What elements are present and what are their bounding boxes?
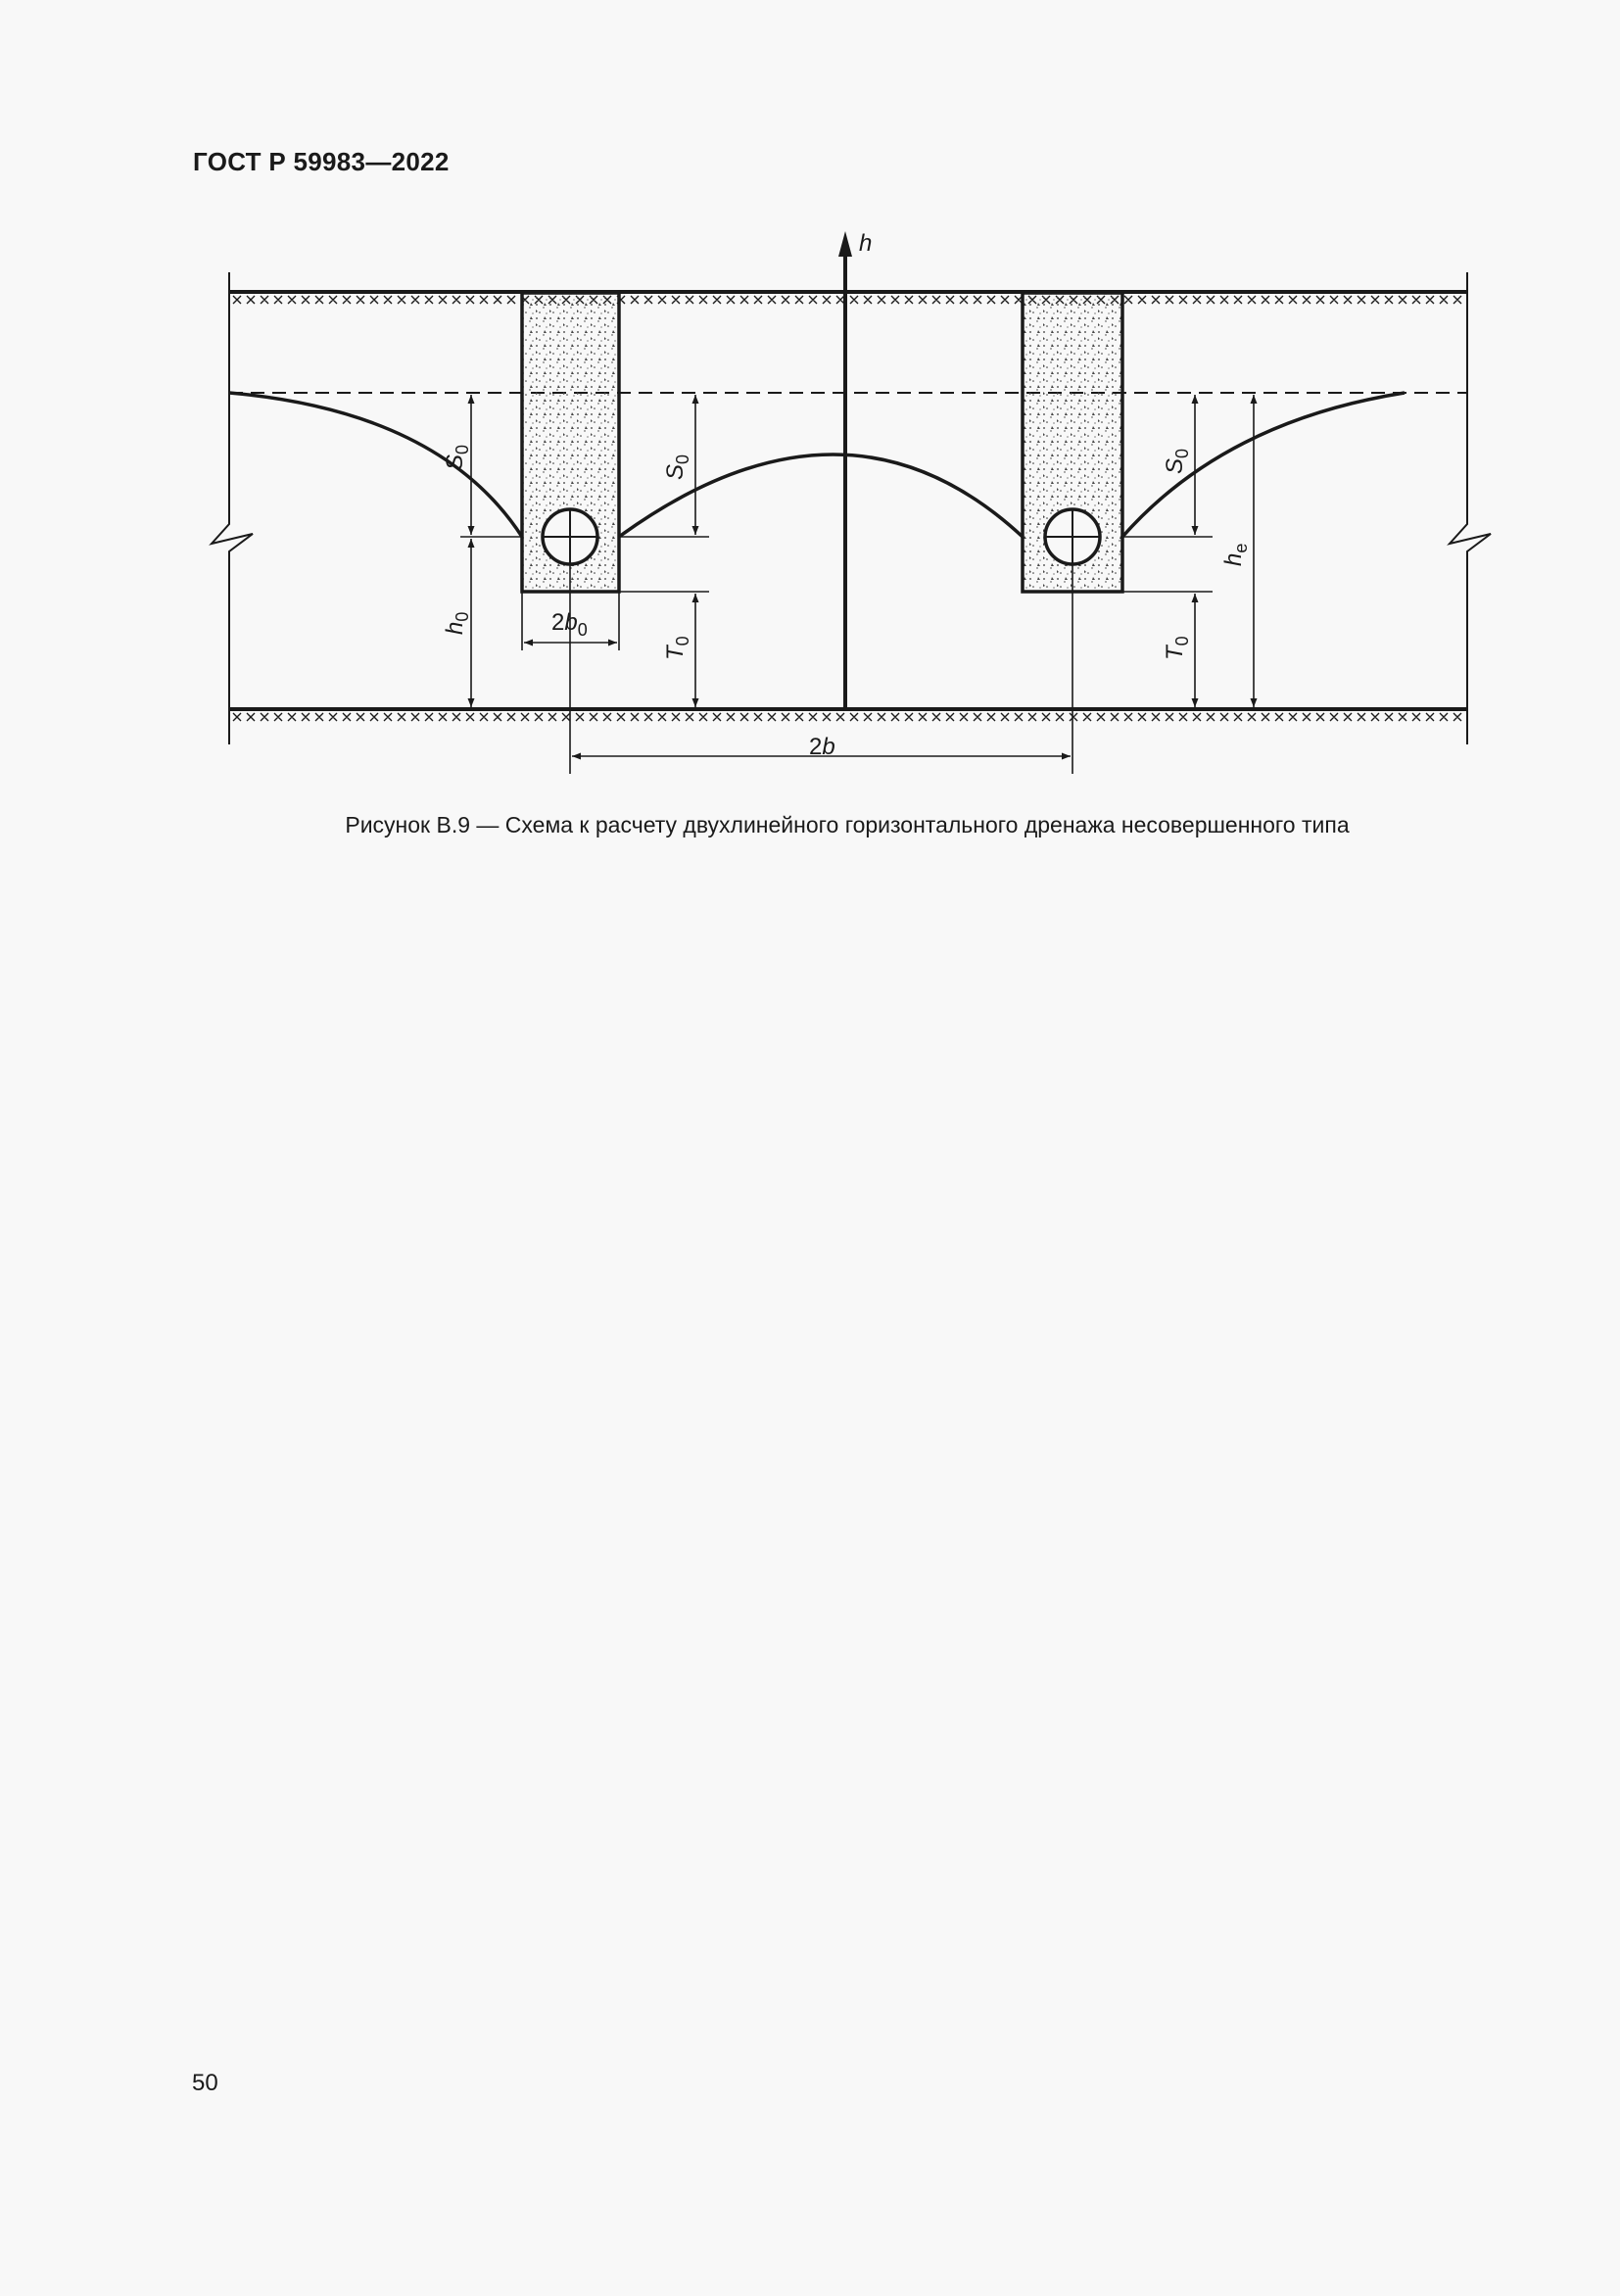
label-2b: 2b <box>809 734 835 760</box>
page-number: 50 <box>192 2070 218 2096</box>
h-axis-arrow-icon <box>838 231 852 257</box>
label-T0-middle: $T_0$ <box>662 636 692 660</box>
label-2b0: $2b_0$ <box>551 609 588 640</box>
circle-pipe-icon <box>543 509 597 564</box>
label-h0: $h_0$ <box>442 611 472 635</box>
left-boundary <box>212 272 253 744</box>
right-boundary <box>1450 272 1491 744</box>
label-he: $h_e$ <box>1220 543 1251 566</box>
label-S0-right: $S_0$ <box>1162 448 1192 474</box>
label-S0-middle: $S_0$ <box>662 454 692 480</box>
label-T0-right: $T_0$ <box>1162 636 1192 660</box>
ground-surface-top <box>229 292 1467 304</box>
circle-pipe-icon <box>1045 509 1100 564</box>
document-header: ГОСТ Р 59983—2022 <box>193 147 450 176</box>
label-S0-left: $S_0$ <box>442 444 472 470</box>
figure-caption: Рисунок В.9 — Схема к расчету двухлинейного горизонтального дренажа несовершенного типа <box>345 812 1350 837</box>
depression-curve <box>229 393 1405 537</box>
h-axis-label: h <box>859 230 873 257</box>
aquiclude-bottom <box>229 709 1467 721</box>
